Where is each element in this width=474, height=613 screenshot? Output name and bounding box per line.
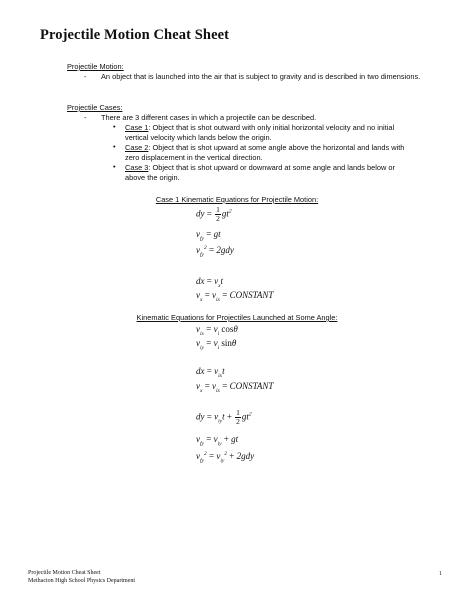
bullet-icon: • [113,142,116,151]
case-label: Case 2 [125,143,149,152]
case-item [113,143,423,165]
case-item [113,163,423,185]
footer-title: Projectile Motion Cheat Sheet [28,570,101,576]
case-text: : Object that is shot outward with only initial horizontal velocity and no initial vertical velocity which lands below the origin. [125,123,395,143]
equation-vfy-squared-case1: $v_{fy}^2 = 2gdy$ [196,245,234,258]
bullet-icon: • [113,122,116,131]
motion-text: An object that is launched into the air that is subject to gravity and is described in two dimensions. [101,72,421,81]
equation-vx-constant-case1: $v_x = v_{ix}$ = CONSTANT [196,290,274,303]
equation-dx-angle: dx = $v_{ix}t$ [196,366,225,379]
equation-vfy-angle: $v_{fy} = v_{iy}$ + gt [196,434,239,447]
cases-heading: Projectile Cases: [67,103,123,112]
footer-department: Methacton High School Physics Department [28,578,135,584]
equation-dy-angle: dy = $v_{iy}t$ + $\frac{1}{2}$ $gt^2$ [196,408,252,426]
equation-dx-case1: dx = $v_xt$ [196,276,224,289]
bullet-icon: • [113,162,116,171]
page-number: 1 [439,571,442,577]
equation-dy-case1: dy = $\frac{1}{2}$ $gt^2$ [196,205,232,223]
equation-vix: $v_{ix} = v_i$ cosθ [196,324,238,337]
equation-viy: $v_{iy} = v_i$ sinθ [196,338,237,351]
case-label: Case 3 [125,163,149,172]
equation-vfy-squared-angle: $v_{fy}^2 = v_{iy}^2 + 2gdy$ [196,451,255,464]
equation-vfy-case1: $v_{fy}$ = gt [196,229,221,242]
case-text: : Object that is shot upward at some angle above the horizontal and lands with zero displacement in the vertical direction. [125,143,405,163]
case-item [113,123,423,145]
cases-intro: There are 3 different cases in which a projectile can be described. [101,113,317,122]
motion-definition [84,72,424,94]
motion-heading: Projectile Motion: [67,62,124,71]
page-title: Projectile Motion Cheat Sheet [40,27,230,43]
dash-marker: - [84,72,87,81]
case-label: Case 1 [125,123,149,132]
case-text: : Object that is shot upward or downward at some angle and lands below or above the origin. [125,163,395,183]
equation-vx-constant-angle: $v_x = v_{ix}$ = CONSTANT [196,381,274,394]
angle-equations-heading: Kinematic Equations for Projectiles Launched at Some Angle: [136,313,338,322]
case1-equations-heading: Case 1 Kinematic Equations for Projectile Motion: [155,195,319,204]
dash-marker: - [84,113,87,122]
